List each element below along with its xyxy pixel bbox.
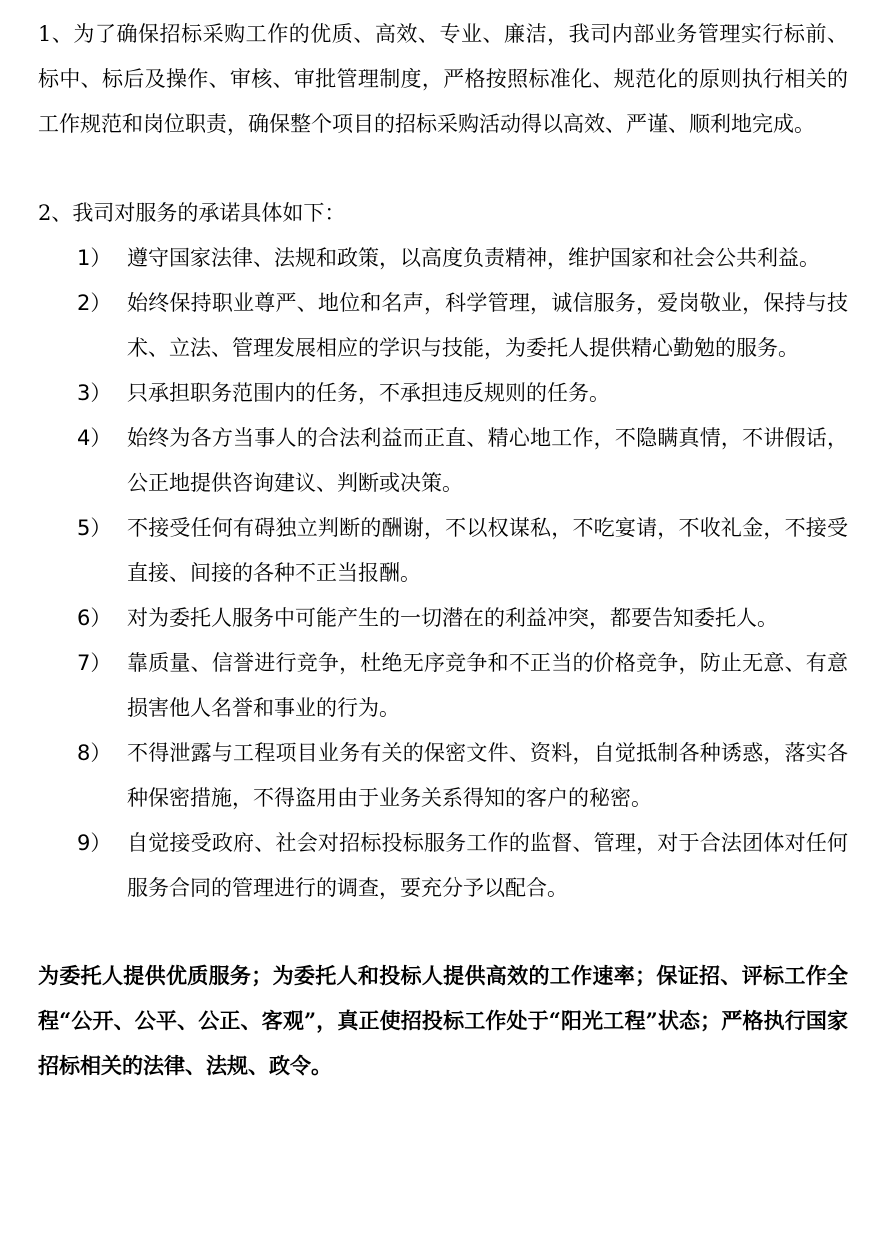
commitment-number: 2）	[77, 291, 112, 315]
commitment-number: 4）	[77, 426, 112, 450]
commitment-text: 不接受任何有碍独立判断的酬谢，不以权谋私，不吃宴请，不收礼金，不接受直接、间接的各种不正当报酬。	[127, 516, 848, 585]
paragraph-1: 1、为了确保招标采购工作的优质、高效、专业、廉洁，我司内部业务管理实行标前、标中、标后及操作、审核、审批管理制度，严格按照标准化、规范化的原则执行相关的工作规范和岗位职责，确保整个项目的招标采购活动得以高效、严谨、顺利地完成。	[38, 22, 848, 136]
commitment-number: 1）	[77, 246, 112, 270]
commitment-item-6	[38, 596, 848, 641]
commitment-text: 始终为各方当事人的合法利益而正直、精心地工作，不隐瞒真情，不讲假话，公正地提供咨询建议、判断或决策。	[127, 426, 848, 495]
commitment-item-8	[38, 731, 848, 821]
commitment-list	[38, 236, 848, 911]
commitment-item-5	[38, 506, 848, 596]
commitment-text: 遵守国家法律、法规和政策，以高度负责精神，维护国家和社会公共利益。	[127, 246, 820, 270]
commitment-number: 3）	[77, 381, 112, 405]
paragraph-2-heading: 2、我司对服务的承诺具体如下：	[38, 201, 346, 225]
commitment-number: 6）	[77, 606, 112, 630]
commitment-number: 8）	[77, 741, 112, 765]
spacer	[38, 147, 848, 191]
commitment-item-4	[38, 416, 848, 506]
commitment-item-2	[38, 281, 848, 371]
commitment-text: 靠质量、信誉进行竞争，杜绝无序竞争和不正当的价格竞争，防止无意、有意损害他人名誉和事业的行为。	[127, 651, 848, 720]
commitment-text: 只承担职务范围内的任务，不承担违反规则的任务。	[127, 381, 610, 405]
commitment-item-9	[38, 821, 848, 911]
commitment-number: 9）	[77, 831, 112, 855]
closing-statement: 为委托人提供优质服务；为委托人和投标人提供高效的工作速率；保证招、评标工作全程“公开、公平、公正、客观”，真正使招投标工作处于“阳光工程”状态；严格执行国家招标相关的法律、法规、政令。	[38, 963, 848, 1078]
commitment-item-1	[38, 236, 848, 281]
commitment-text: 自觉接受政府、社会对招标投标服务工作的监督、管理，对于合法团体对任何服务合同的管理进行的调查，要充分予以配合。	[127, 831, 848, 900]
commitment-text: 始终保持职业尊严、地位和名声，科学管理，诚信服务，爱岗敬业，保持与技术、立法、管理发展相应的学识与技能，为委托人提供精心勤勉的服务。	[127, 291, 848, 360]
spacer	[38, 911, 848, 953]
commitment-number: 7）	[77, 651, 112, 675]
commitment-text: 对为委托人服务中可能产生的一切潜在的利益冲突，都要告知委托人。	[127, 606, 778, 630]
commitment-number: 5）	[77, 516, 112, 540]
commitment-text: 不得泄露与工程项目业务有关的保密文件、资料，自觉抵制各种诱惑，落实各种保密措施，不得盗用由于业务关系得知的客户的秘密。	[127, 741, 848, 810]
commitment-item-7	[38, 641, 848, 731]
commitment-item-3	[38, 371, 848, 416]
